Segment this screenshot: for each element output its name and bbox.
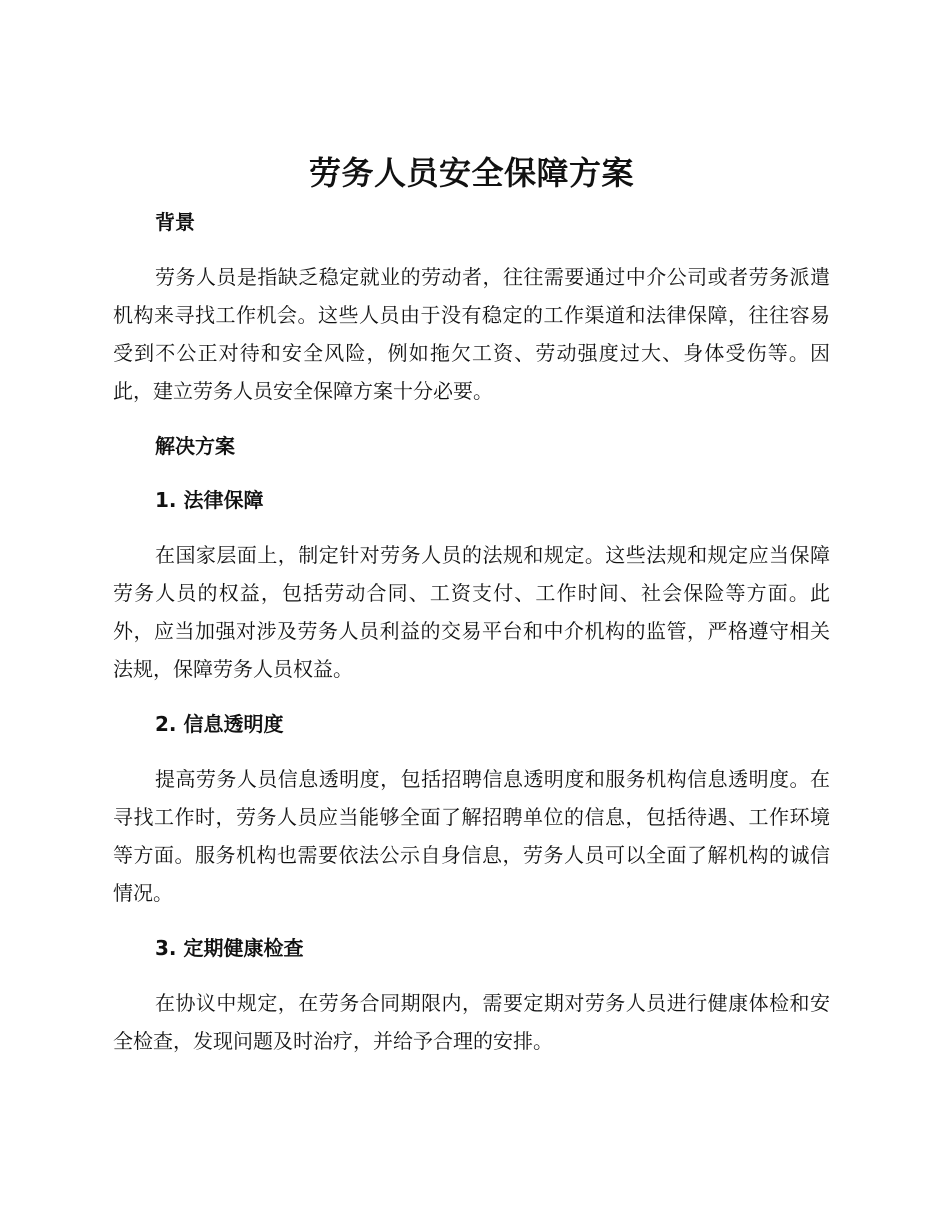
document-title: 劳务人员安全保障方案 <box>308 154 634 192</box>
paragraph-information-transparency: 提高劳务人员信息透明度，包括招聘信息透明度和服务机构信息透明度。在寻找工作时，劳务人员应当能够全面了解招聘单位的信息，包括待遇、工作环境等方面。服务机构也需要依法公示自身信息，劳务人员可以全面了解机构的诚信情况。 <box>113 767 830 905</box>
heading-health-check: 3. 定期健康检查 <box>155 936 304 960</box>
heading-legal-protection: 1. 法律保障 <box>155 488 264 512</box>
paragraph-legal-protection: 在国家层面上，制定针对劳务人员的法规和规定。这些法规和规定应当保障劳务人员的权益，包括劳动合同、工资支付、工作时间、社会保险等方面。此外，应当加强对涉及劳务人员利益的交易平台和中介机构的监管，严格遵守相关法规，保障劳务人员权益。 <box>113 543 830 681</box>
paragraph-background: 劳务人员是指缺乏稳定就业的劳动者，往往需要通过中介公司或者劳务派遣机构来寻找工作机会。这些人员由于没有稳定的工作渠道和法律保障，往往容易受到不公正对待和安全风险，例如拖欠工资、劳动强度过大、身体受伤等。因此，建立劳务人员安全保障方案十分必要。 <box>113 265 830 403</box>
heading-background: 背景 <box>155 210 195 234</box>
heading-information-transparency: 2. 信息透明度 <box>155 712 284 736</box>
heading-solution: 解决方案 <box>155 434 235 458</box>
paragraph-health-check: 在协议中规定，在劳务合同期限内，需要定期对劳务人员进行健康体检和安全检查，发现问题及时治疗，并给予合理的安排。 <box>113 991 830 1053</box>
